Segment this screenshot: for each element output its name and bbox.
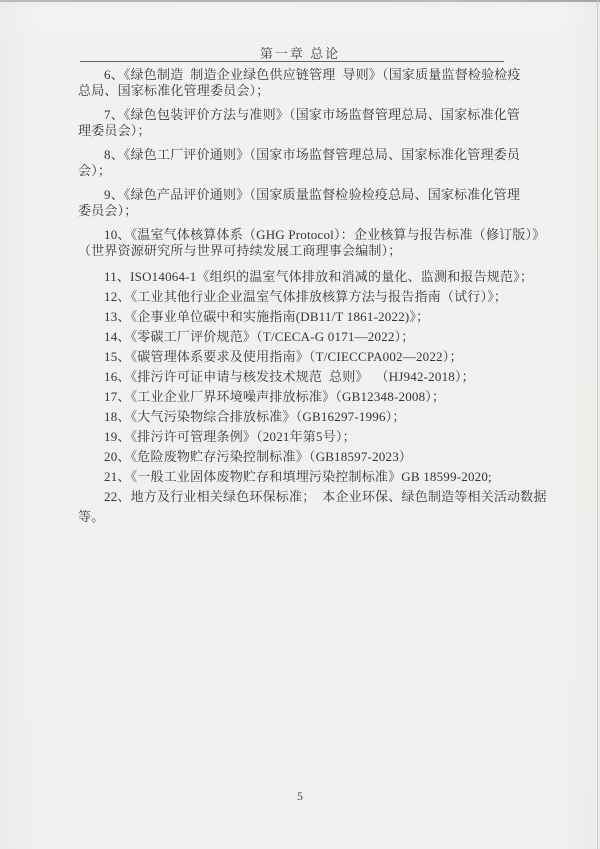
list-item <box>78 427 530 447</box>
list-item-line: 16、《排污许可证申请与核发技术规范 总则》 （HJ942-2018）； <box>104 369 475 384</box>
list-item-line: 11、ISO14064-1《组织的温室气体排放和消减的量化、监测和报告规范》； <box>104 269 534 284</box>
list-item <box>78 487 547 527</box>
list-item-line: 10、《温室气体核算体系（GHG Protocol）：企业核算与报告标准（修订版）》 <box>104 227 546 242</box>
list-item-line: 13、《企事业单位碳中和实施指南(DB11/T 1861-2022)》； <box>104 309 430 324</box>
list-item-line: 22、地方及行业相关绿色环保标准； 本企业环保、绿色制造等相关活动数据 <box>104 489 547 504</box>
list-item <box>78 147 530 179</box>
chapter-header: 第一章 总论 <box>259 46 341 61</box>
list-item-line: （世界资源研究所与世界可持续发展工商理事会编制）； <box>78 243 402 258</box>
list-item-line: 等。 <box>78 509 105 524</box>
list-item-line: 17、《工业企业厂界环境噪声排放标准》（GB12348-2008）； <box>104 389 446 404</box>
list-item-line: 12、《工业其他行业企业温室气体排放核算方法与报告指南（试行）》； <box>104 289 508 304</box>
list-item <box>78 347 530 367</box>
list-item-line: 19、《排污许可管理条例》（2021年第5号）； <box>104 429 356 444</box>
list-item-line: 21、《一般工业固体废物贮存和填埋污染控制标准》GB 18599-2020; <box>104 469 492 484</box>
list-item <box>78 227 546 259</box>
list-item <box>78 327 530 347</box>
list-item-line: 14、《零碳工厂评价规范》（T/CECA-G 0171—2022）； <box>104 329 415 344</box>
list-item <box>78 307 530 327</box>
standards-list <box>78 67 547 527</box>
list-item-line: 7、《绿色包装评价方法与准则》（国家市场监督管理总局、国家标准化管 <box>104 107 521 122</box>
scan-top-edge <box>0 0 600 2</box>
header-rule <box>80 61 504 62</box>
list-item <box>78 387 530 407</box>
list-item-line: 15、《碳管理体系要求及使用指南》（T/CIECCPA002—2022）； <box>104 349 463 364</box>
list-item-line: 18、《大气污染物综合排放标准》（GB16297-1996）； <box>104 409 406 424</box>
list-item-line: 委员会）； <box>78 203 138 218</box>
list-item <box>78 467 530 487</box>
list-item <box>78 67 530 99</box>
list-item-line: 8、《绿色工厂评价通则》（国家市场监督管理总局、国家标准化管理委员 <box>104 147 521 162</box>
list-item-line: 6、《绿色制造 制造企业绿色供应链管理 导则》（国家质量监督检验检疫 <box>104 67 521 82</box>
list-item-line: 会）； <box>78 163 112 178</box>
list-item <box>78 367 530 387</box>
list-item-line: 9、《绿色产品评价通则》（国家质量监督检验检疫总局、国家标准化管理 <box>104 187 521 202</box>
scan-right-edge <box>597 0 598 849</box>
list-item-line: 理委员会）； <box>78 123 151 138</box>
list-item <box>78 287 530 307</box>
page-number: 5 <box>297 789 303 803</box>
list-item <box>78 407 530 427</box>
list-item-line: 20、《危险废物贮存污染控制标准》（GB18597-2023） <box>104 449 413 464</box>
list-item <box>78 107 530 139</box>
list-item-line: 总局、国家标准化管理委员会）； <box>78 83 270 98</box>
list-item <box>78 447 530 467</box>
list-item <box>78 187 530 219</box>
list-item <box>78 267 534 287</box>
